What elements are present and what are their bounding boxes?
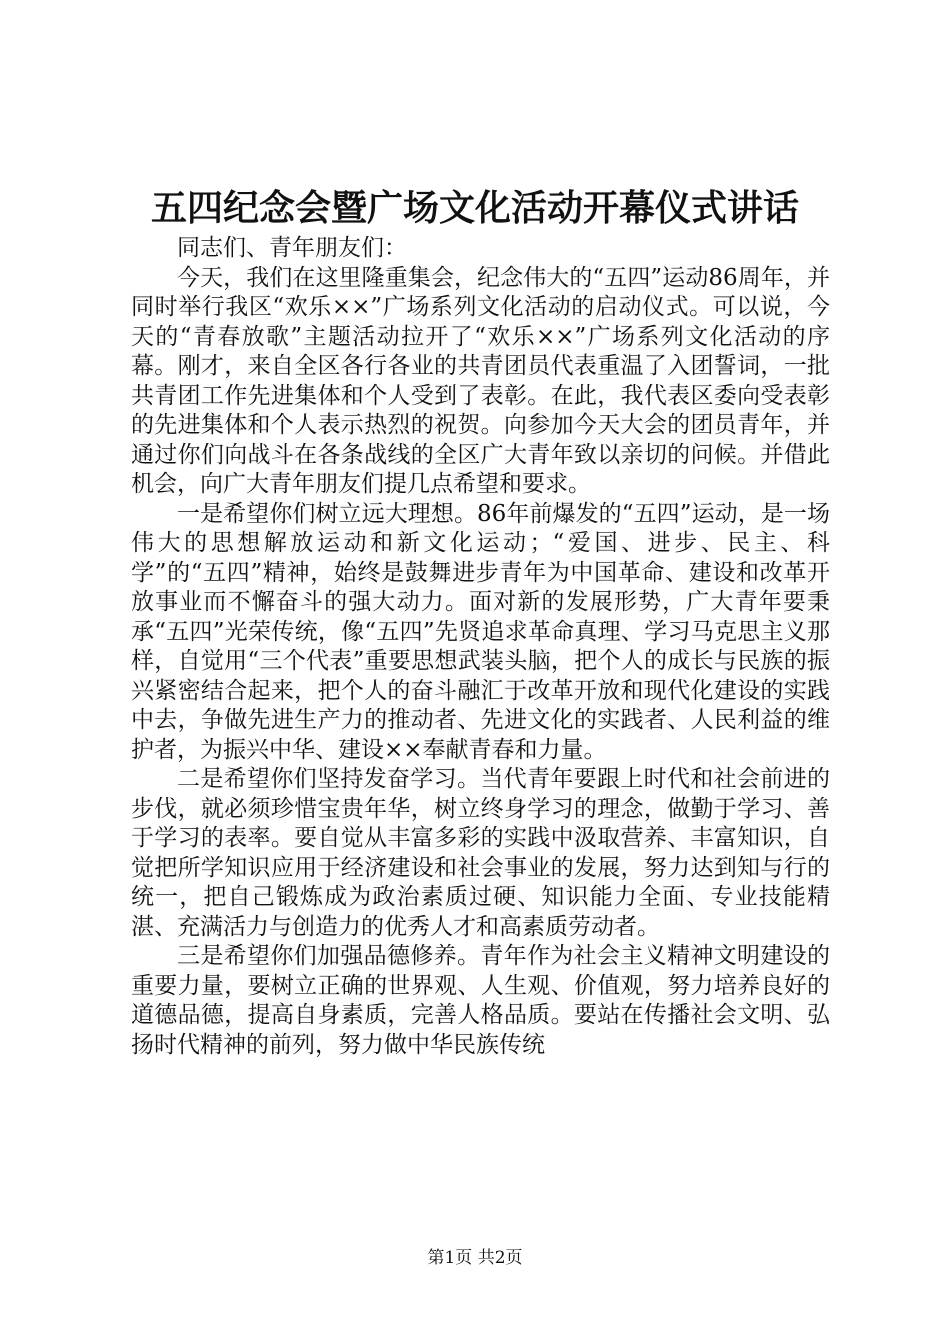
document-title: 五四纪念会暨广场文化活动开幕仪式讲话 [150, 187, 799, 229]
paragraph: 三是希望你们加强品德修养。青年作为社会主义精神文明建设的重要力量，要树立正确的世界观、人生观、价值观，努力培养良好的道德品德，提高自身素质，完善人格品质。要站在传播社会文明、弘扬时代精神的前列，努力做中华民族传统 [131, 943, 830, 1058]
paragraph: 一是希望你们树立远大理想。86年前爆发的“五四”运动，是一场伟大的思想解放运动和新文化运动；“爱国、进步、民主、科学”的“五四”精神，始终是鼓舞进步青年为中国革命、建设和改革开放事业而不懈奋斗的强大动力。面对新的发展形势，广大青年要秉承“五四”光荣传统，像“五四”先贤追求革命真理、学习马克思主义那样，自觉用“三个代表”重要思想武装头脑，把个人的成长与民族的振兴紧密结合起来，把个人的奋斗融汇于改革开放和现代化建设的实践中去，争做先进生产力的推动者、先进文化的实践者、人民利益的维护者，为振兴中华、建设××奉献青春和力量。 [131, 500, 830, 763]
salutation: 同志们、青年朋友们： [177, 235, 407, 261]
page-number: 第1页 共2页 [427, 1248, 523, 1268]
document-body [131, 234, 830, 1060]
paragraph: 二是希望你们坚持发奋学习。当代青年要跟上时代和社会前进的步伐，就必须珍惜宝贵年华，树立终身学习的理念，做勤于学习、善于学习的表率。要自觉从丰富多彩的实践中汲取营养、丰富知识，自觉把所学知识应用于经济建设和社会事业的发展，努力达到知与行的统一，把自己锻炼成为政治素质过硬、知识能力全面、专业技能精湛、充满活力与创造力的优秀人才和高素质劳动者。 [131, 766, 830, 940]
paragraph: 今天，我们在这里隆重集会，纪念伟大的“五四”运动86周年，并同时举行我区“欢乐××”广场系列文化活动的启动仪式。可以说，今天的“青春放歌”主题活动拉开了“欢乐××”广场系列文化活动的序幕。刚才，来自全区各行各业的共青团员代表重温了入团誓词，一批共青团工作先进集体和个人受到了表彰。在此，我代表区委向受表彰的先进集体和个人表示热烈的祝贺。向参加今天大会的团员青年，并通过你们向战斗在各条战线的全区广大青年致以亲切的问候。并借此机会，向广大青年朋友们提几点希望和要求。 [131, 264, 830, 497]
